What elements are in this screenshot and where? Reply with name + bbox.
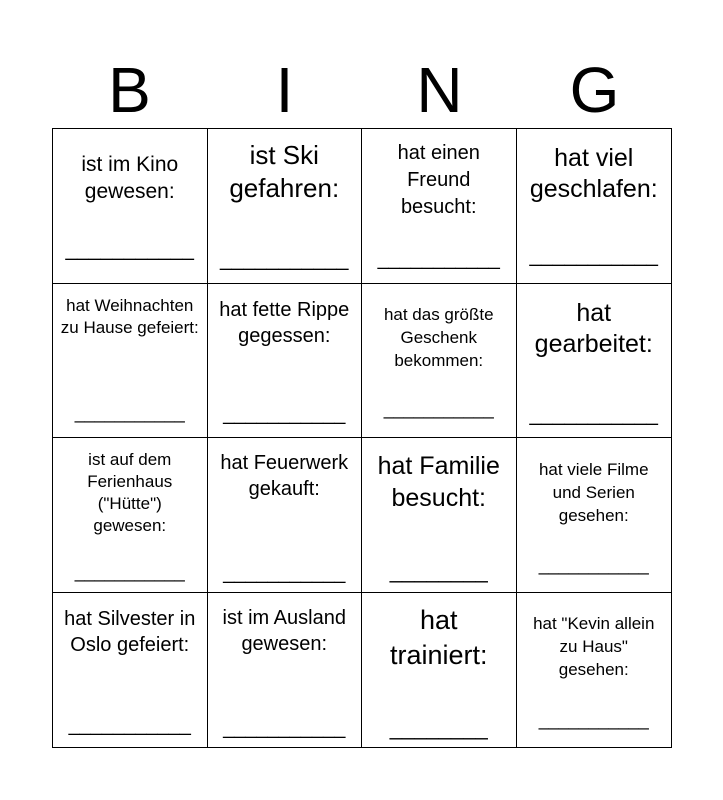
bingo-cell[interactable]	[208, 593, 363, 748]
cell-prompt: hat "Kevin allein zu Haus" gesehen:	[533, 613, 655, 679]
bingo-cell[interactable]	[362, 284, 517, 439]
cell-prompt: ist im Kino gewesen:	[81, 153, 179, 203]
answer-line: ___________	[383, 398, 494, 419]
cell-prompt: ist im Ausland gewesen:	[222, 606, 346, 655]
bingo-cell[interactable]	[362, 438, 517, 593]
bingo-cell[interactable]	[517, 284, 672, 439]
cell-prompt: hat gearbeitet:	[534, 298, 653, 358]
answer-line: ___________	[65, 238, 194, 261]
header-letter-i: I	[275, 54, 294, 126]
answer-line: ___________	[74, 402, 185, 423]
bingo-cell[interactable]	[53, 593, 208, 748]
header-letter-g: G	[569, 54, 620, 126]
cell-prompt: hat viel geschlafen:	[529, 144, 658, 203]
answer-line: ___________	[223, 562, 346, 584]
cell-prompt: hat fette Rippe gegessen:	[219, 298, 350, 347]
bingo-cell[interactable]	[208, 438, 363, 593]
bingo-grid	[52, 128, 672, 748]
cell-prompt: hat trainiert:	[389, 604, 488, 670]
answer-line: ________	[389, 558, 488, 583]
bingo-cell[interactable]	[208, 129, 363, 284]
cell-prompt: hat Familie besucht:	[377, 452, 500, 512]
bingo-cell[interactable]	[53, 438, 208, 593]
cell-prompt: hat Weihnachten zu Hause gefeiert:	[60, 295, 199, 337]
answer-line: ___________	[74, 562, 185, 582]
answer-line: ___________	[377, 248, 500, 270]
answer-line: ___________	[529, 244, 658, 267]
bingo-cell[interactable]	[208, 284, 363, 439]
bingo-cell[interactable]	[517, 593, 672, 748]
bingo-cell[interactable]	[53, 129, 208, 284]
answer-line: ___________	[68, 713, 191, 736]
answer-line: ___________	[529, 402, 658, 426]
cell-prompt: hat Silvester in Oslo gefeiert:	[64, 607, 196, 656]
answer-line: ___________	[223, 716, 346, 739]
cell-prompt: hat das größte Geschenk bekommen:	[383, 304, 494, 370]
answer-line: ___________	[220, 248, 349, 271]
header-letter-n: N	[416, 54, 463, 126]
answer-line: ___________	[223, 402, 346, 425]
header-letter-b: B	[108, 54, 151, 126]
bingo-cell[interactable]	[517, 438, 672, 593]
bingo-cell[interactable]	[53, 284, 208, 439]
cell-prompt: hat einen Freund besucht:	[397, 142, 480, 218]
cell-prompt: ist auf dem Ferienhaus ("Hütte") gewesen:	[87, 450, 173, 535]
bingo-header	[52, 52, 672, 128]
cell-prompt: hat Feuerwerk gekauft:	[220, 452, 349, 500]
bingo-cell[interactable]	[517, 129, 672, 284]
cell-prompt: hat viele Filme und Serien gesehen:	[538, 460, 649, 525]
answer-line: ___________	[538, 555, 649, 575]
bingo-cell[interactable]	[362, 593, 517, 748]
answer-line: ________	[389, 714, 488, 740]
bingo-cell[interactable]	[362, 129, 517, 284]
cell-prompt: ist Ski gefahren:	[229, 140, 340, 203]
answer-line: ___________	[538, 709, 649, 730]
